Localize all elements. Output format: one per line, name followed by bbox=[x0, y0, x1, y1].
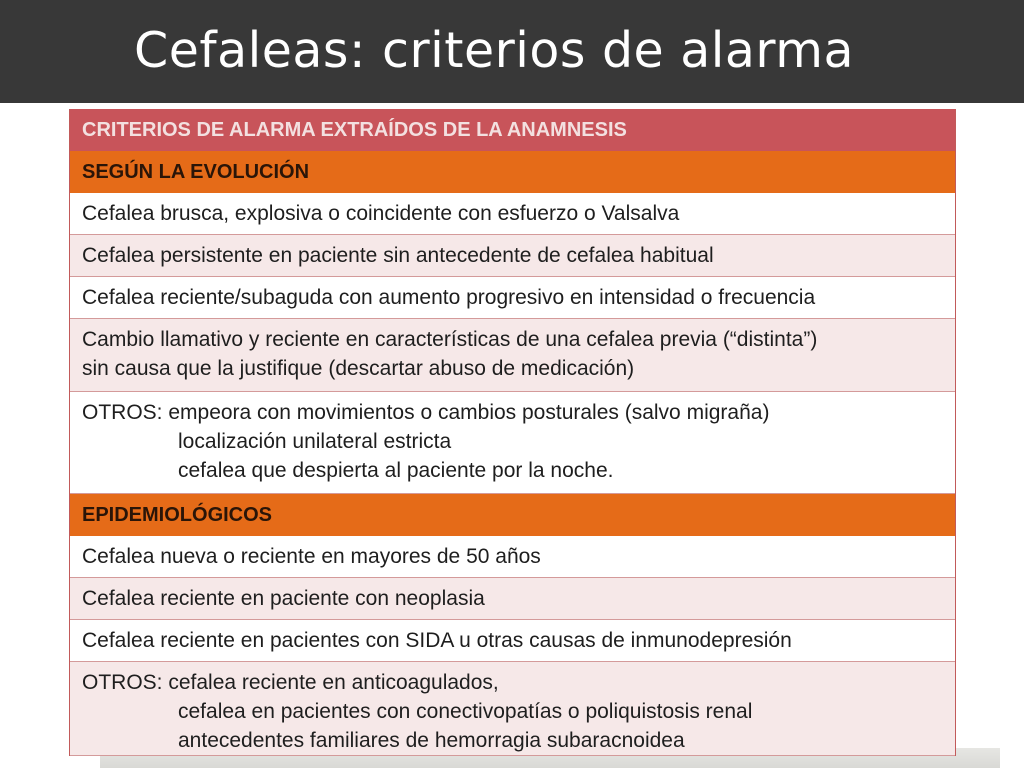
table-row bbox=[70, 235, 955, 277]
row-text: sin causa que la justifique (descartar abuso de medicación) bbox=[82, 357, 635, 380]
section-header-evolucion: SEGÚN LA EVOLUCIÓN bbox=[70, 151, 955, 193]
row-text: Cefalea reciente/subaguda con aumento progresivo en intensidad o frecuencia bbox=[82, 286, 816, 309]
slide-title: Cefaleas: criterios de alarma bbox=[134, 22, 854, 79]
table-row bbox=[70, 662, 955, 756]
row-text: Cambio llamativo y reciente en características de una cefalea previa (“distinta”) bbox=[82, 328, 818, 351]
table-header: CRITERIOS DE ALARMA EXTRAÍDOS DE LA ANAMNESIS bbox=[70, 109, 955, 151]
section-header-epidemiologicos: EPIDEMIOLÓGICOS bbox=[70, 494, 955, 536]
row-text: Cefalea reciente en pacientes con SIDA u otras causas de inmunodepresión bbox=[82, 629, 792, 652]
table-row bbox=[70, 620, 955, 662]
row-text: Cefalea brusca, explosiva o coincidente con esfuerzo o Valsalva bbox=[82, 202, 680, 225]
row-text: cefalea que despierta al paciente por la noche. bbox=[178, 459, 614, 482]
row-text: localización unilateral estricta bbox=[178, 430, 452, 453]
title-bar bbox=[0, 0, 1024, 103]
table-row bbox=[70, 277, 955, 319]
table-row bbox=[70, 536, 955, 578]
row-text: antecedentes familiares de hemorragia subaracnoidea bbox=[178, 729, 685, 752]
row-text: Cefalea nueva o reciente en mayores de 50 años bbox=[82, 545, 541, 568]
row-text: OTROS: empeora con movimientos o cambios posturales (salvo migraña) bbox=[82, 401, 770, 424]
row-text: Cefalea persistente en paciente sin antecedente de cefalea habitual bbox=[82, 244, 714, 267]
criteria-table bbox=[69, 109, 956, 756]
row-text: OTROS: cefalea reciente en anticoagulados, bbox=[82, 671, 499, 694]
row-text: cefalea en pacientes con conectivopatías o poliquistosis renal bbox=[178, 700, 753, 723]
table-row bbox=[70, 392, 955, 494]
row-text: Cefalea reciente en paciente con neoplasia bbox=[82, 587, 485, 610]
table-row bbox=[70, 578, 955, 620]
table-row bbox=[70, 319, 955, 392]
table-row bbox=[70, 193, 955, 235]
